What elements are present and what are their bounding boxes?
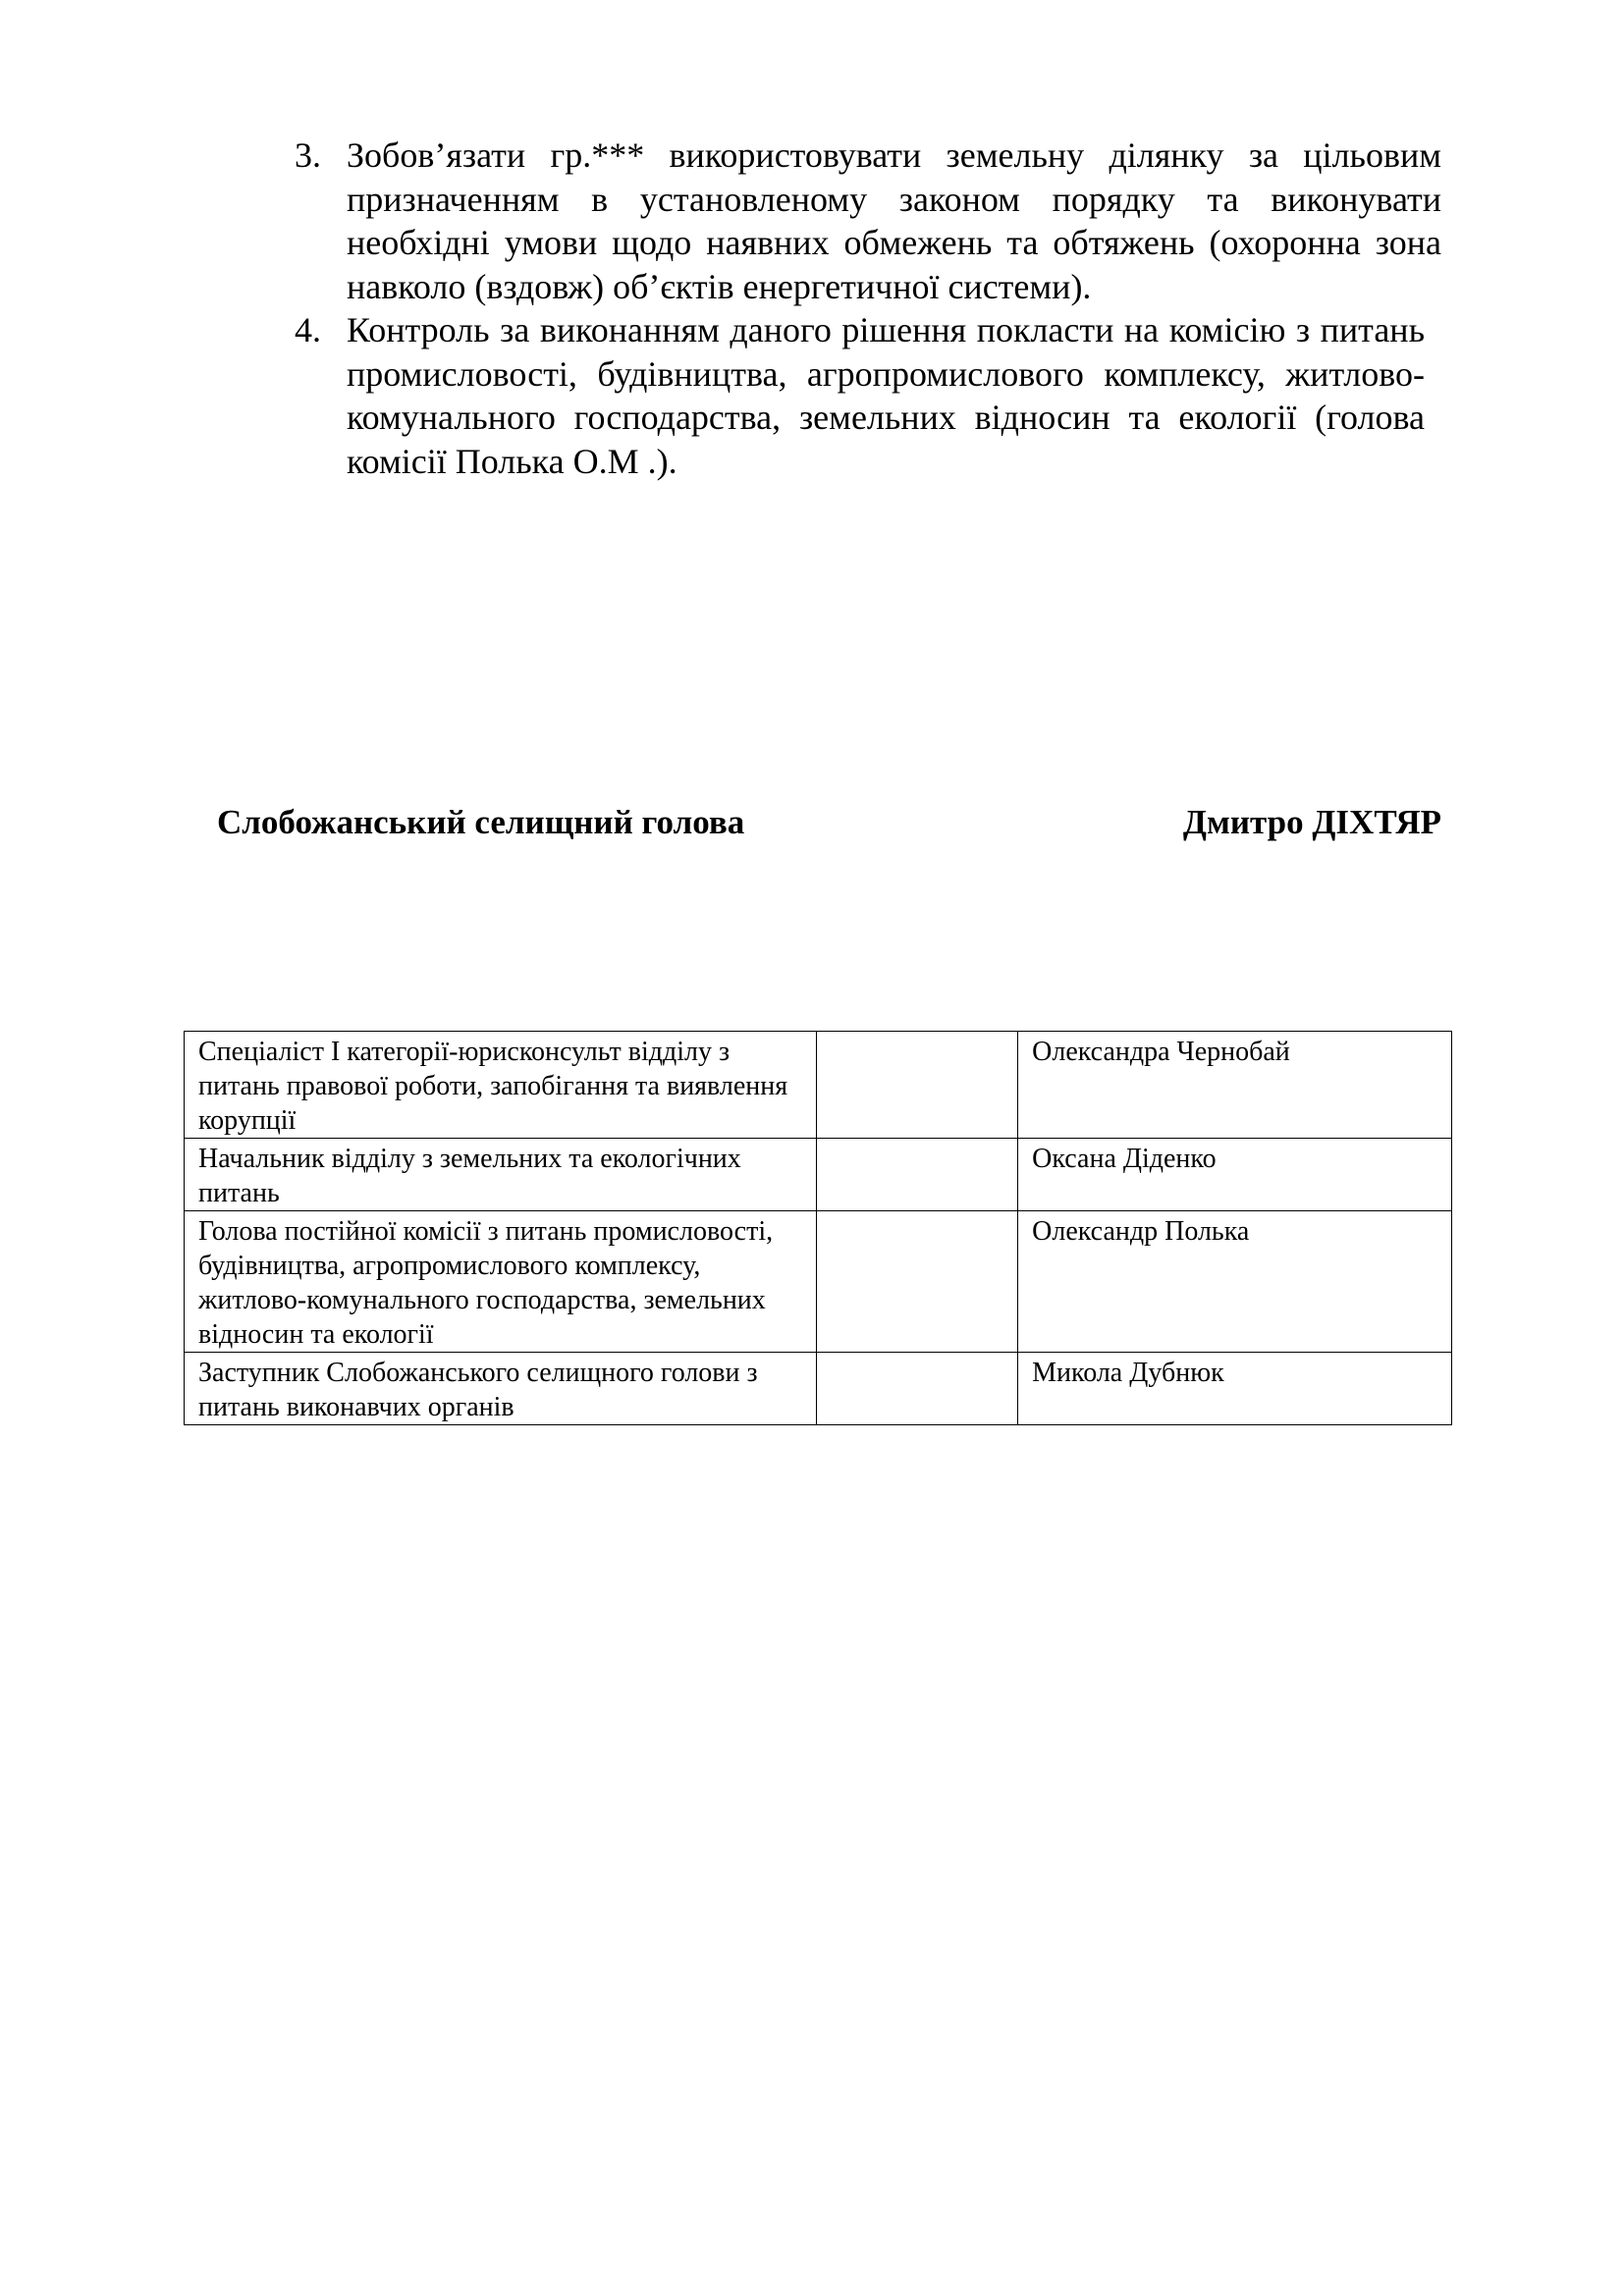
approver-name: Олександр Полька — [1018, 1211, 1452, 1353]
table-row — [185, 1032, 1452, 1139]
approver-position: Спеціаліст І категорії-юрисконсульт відділу з питань правової роботи, запобігання та виявлення корупції — [185, 1032, 817, 1139]
decision-point-3 — [295, 133, 1441, 308]
approvals-table — [184, 1031, 1452, 1425]
point-number: 3. — [295, 135, 321, 175]
point-number: 4. — [295, 310, 321, 349]
table-row — [185, 1139, 1452, 1211]
point-text: Контроль за виконанням даного рішення покласти на комісію з питань промисловості, будівництва, агропромислового комплексу, житлово-комунального господарства, земельних відносин та екології (голова комісії Полька О.М .). — [347, 310, 1425, 481]
signatory-name: Дмитро ДІХТЯР — [1182, 803, 1441, 841]
table-row — [185, 1211, 1452, 1353]
approver-name: Олександра Чернобай — [1018, 1032, 1452, 1139]
approver-position: Голова постійної комісії з питань промисловості, будівництва, агропромислового комплексу, житлово-комунального господарства, земельних відносин та екології — [185, 1211, 817, 1353]
approver-name: Оксана Діденко — [1018, 1139, 1452, 1211]
approver-signature-cell — [816, 1211, 1018, 1353]
decision-points-list — [295, 133, 1441, 483]
approver-name: Микола Дубнюк — [1018, 1353, 1452, 1425]
approver-signature-cell — [816, 1139, 1018, 1211]
table-row — [185, 1353, 1452, 1425]
approver-signature-cell — [816, 1353, 1018, 1425]
decision-point-4 — [295, 308, 1425, 483]
point-text: Зобов’язати гр.*** використовувати земельну ділянку за цільовим призначенням в установленому законом порядку та виконувати необхідні умови щодо наявних обмежень та обтяжень (охоронна зона навколо (вздовж) об’єктів енергетичної системи). — [347, 135, 1441, 306]
approver-position: Заступник Слобожанського селищного голови з питань виконавчих органів — [185, 1353, 817, 1425]
signatory-title: Слобожанський селищний голова — [217, 803, 745, 841]
approver-signature-cell — [816, 1032, 1018, 1139]
approver-position: Начальник відділу з земельних та екологічних питань — [185, 1139, 817, 1211]
